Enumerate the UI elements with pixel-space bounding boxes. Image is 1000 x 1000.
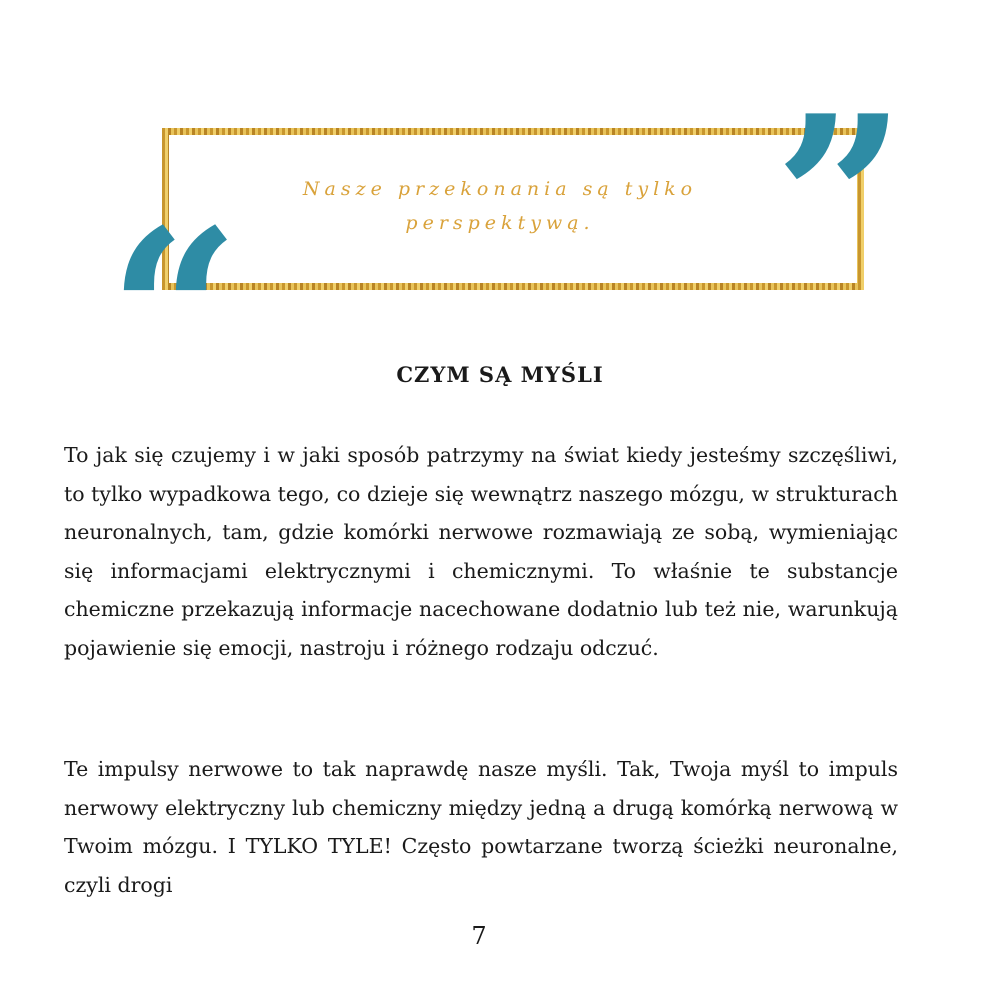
body-paragraph-2: Te impulsy nerwowe to tak naprawdę nasze myśli. Tak, Twoja myśl to impuls nerwowy elektryczny lub chemiczny między jedną a drugą komórką nerwową w Twoim mózgu. I TYLKO TYLE! Często powtarzane tworzą ścieżki neuronalne, czyli drogi: [64, 757, 898, 897]
open-quote-icon: “: [108, 180, 241, 450]
body-paragraph-1: To jak się czujemy i w jaki sposób patrzymy na świat kiedy jesteśmy szczęśliwi, to tylko wypadkowa tego, co dzieje się wewnątrz naszego mózgu, w strukturach neuronalnych, tam, gdzie komórki nerwowe rozmawiają ze sobą, wymieniając się informacjami elektrycznymi i chemicznymi. To właśnie te substancje chemiczne przekazują informacje nacechowane dodatnio lub też nie, warunkują pojawienie się emocji, nastroju i różnego rodzaju odczuć.: [64, 443, 898, 660]
close-quote-icon: ”: [774, 66, 907, 336]
page-number: 7: [471, 922, 487, 950]
quote-text: Nasze przekonania są tylko perspektywą.: [302, 178, 698, 234]
section-heading: CZYM SĄ MYŚLI: [396, 362, 604, 387]
